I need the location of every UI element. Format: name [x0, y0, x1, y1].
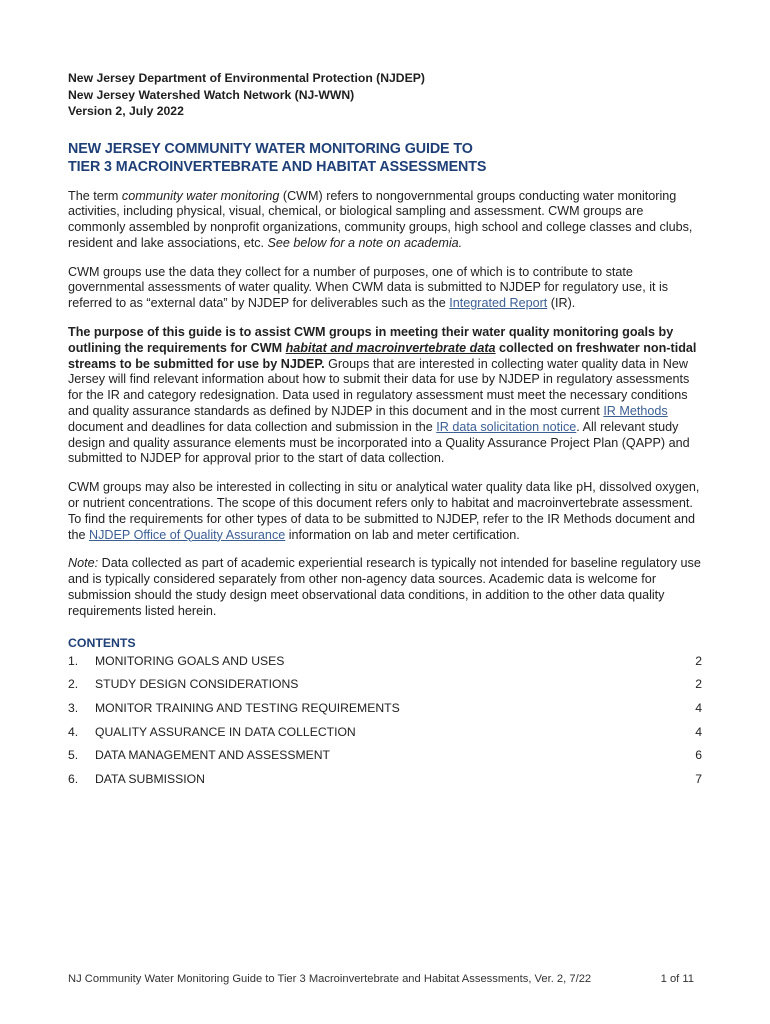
- text: Data collected as part of academic experiential research is typically not intended for baseline regulatory use and is typically considered separately from other non-agency data sources. Academic data is welcome for submission should the study design meet observational data conditions, in addition to the other data quality requirements listed herein.: [68, 556, 701, 618]
- toc-number: 4.: [68, 724, 79, 739]
- table-of-contents: [68, 654, 702, 796]
- toc-label: MONITORING GOALS AND USES: [95, 653, 285, 668]
- toc-number: 5.: [68, 748, 79, 763]
- toc-page-number: 2: [695, 653, 702, 668]
- text: CWM groups may also be interested in collecting in situ or analytical water quality data like pH, dissolved oxygen, or nutrient concentrations. The scope of this document refers only to habitat and macroinvertebrate assessment. To find the requirements for other types of data to be submitted to NJDEP, refer to the IR Methods document and the: [68, 480, 700, 542]
- toc-entry[interactable]: [68, 701, 702, 725]
- toc-number: 2.: [68, 677, 79, 692]
- footer-title: NJ Community Water Monitoring Guide to Tier 3 Macroinvertebrate and Habitat Assessments, Ver. 2, 7/22: [68, 973, 592, 985]
- toc-number: 6.: [68, 772, 79, 787]
- text: (IR).: [547, 296, 576, 311]
- ir-data-solicitation-link[interactable]: IR data solicitation notice: [436, 419, 577, 434]
- toc-entry[interactable]: [68, 772, 702, 796]
- page-title: [68, 140, 702, 177]
- version-label: Version 2, July 2022: [68, 104, 184, 118]
- intro-paragraph: [68, 189, 702, 252]
- page-footer: [68, 973, 694, 985]
- toc-entry[interactable]: [68, 677, 702, 701]
- academia-note-paragraph: [68, 556, 702, 619]
- scope-paragraph: [68, 480, 702, 543]
- office-of-quality-assurance-link[interactable]: NJDEP Office of Quality Assurance: [89, 527, 286, 542]
- toc-entry[interactable]: [68, 748, 702, 772]
- integrated-report-link[interactable]: Integrated Report: [449, 296, 548, 311]
- text: The term: [68, 188, 122, 203]
- toc-label: MONITOR TRAINING AND TESTING REQUIREMENTS: [95, 701, 400, 715]
- toc-entry[interactable]: [68, 654, 702, 678]
- toc-label: STUDY DESIGN CONSIDERATIONS: [95, 677, 299, 692]
- document-header: [68, 70, 702, 120]
- toc-page-number: 7: [695, 772, 702, 787]
- page-number: 1 of 11: [660, 973, 694, 985]
- toc-page-number: 4: [695, 701, 702, 715]
- emphasis-text: community water monitoring: [121, 188, 280, 203]
- title-line-1: NEW JERSEY COMMUNITY WATER MONITORING GUIDE TO: [68, 140, 473, 157]
- document-page: [68, 70, 702, 796]
- ir-methods-link[interactable]: IR Methods: [603, 404, 668, 419]
- bold-text: The purpose of this guide is to assist CWM groups in meeting their water quality monitoring goals by outlining the requirements for CWM: [68, 325, 674, 355]
- toc-label: DATA SUBMISSION: [95, 772, 205, 787]
- toc-number: 1.: [68, 653, 79, 668]
- contents-heading: CONTENTS: [68, 635, 136, 650]
- text: (CWM) refers to nongovernmental groups conducting water monitoring activities, including physical, visual, chemical, or biological sampling and assessment. CWM groups are commonly assembled by nonprofit organizations, community groups, high school and college classes and clubs, resident and lake associations, etc.: [68, 188, 693, 250]
- text: information on lab and meter certification.: [285, 527, 520, 542]
- toc-page-number: 6: [695, 748, 702, 763]
- toc-label: DATA MANAGEMENT AND ASSESSMENT: [95, 748, 330, 763]
- org-name: New Jersey Department of Environmental Protection (NJDEP): [68, 71, 425, 85]
- emphasis-text: See below for a note on academia.: [267, 235, 463, 250]
- text: Groups that are interested in collecting water quality data in New Jersey will find relevant information about how to submit their data for use by NJDEP in regulatory assessments for the IR and category redesignation. Data used in regulatory assessment must meet the necessary conditions and quality assurance standards as defined by NJDEP in this document and in the most current: [68, 356, 690, 419]
- title-line-2: TIER 3 MACROINVERTEBRATE AND HABITAT ASSESSMENTS: [68, 159, 487, 175]
- toc-entry[interactable]: [68, 725, 702, 749]
- text: CWM groups use the data they collect for a number of purposes, one of which is to contribute to state governmental assessments of water quality. When CWM data is submitted to NJDEP for regulatory use, it is referred to as “external data” by NJDEP for deliverables such as the: [68, 264, 669, 311]
- note-label: Note:: [68, 556, 99, 571]
- bold-emphasis-text: habitat and macroinvertebrate data: [285, 340, 496, 355]
- purpose-paragraph: [68, 325, 702, 467]
- toc-label: QUALITY ASSURANCE IN DATA COLLECTION: [95, 724, 356, 739]
- text: document and deadlines for data collection and submission in the: [68, 419, 437, 434]
- network-name: New Jersey Watershed Watch Network (NJ-WWN): [68, 87, 355, 102]
- toc-number: 3.: [68, 701, 79, 715]
- text: . All relevant study design and quality assurance elements must be incorporated into a Quality Assurance Project Plan (QAPP) and submitted to NJDEP for approval prior to the start of data collection.: [68, 419, 690, 466]
- toc-page-number: 2: [695, 677, 702, 692]
- uses-paragraph: [68, 265, 702, 312]
- toc-page-number: 4: [695, 724, 702, 739]
- bold-text: collected on freshwater non-tidal streams to be submitted for use by NJDEP.: [68, 340, 697, 371]
